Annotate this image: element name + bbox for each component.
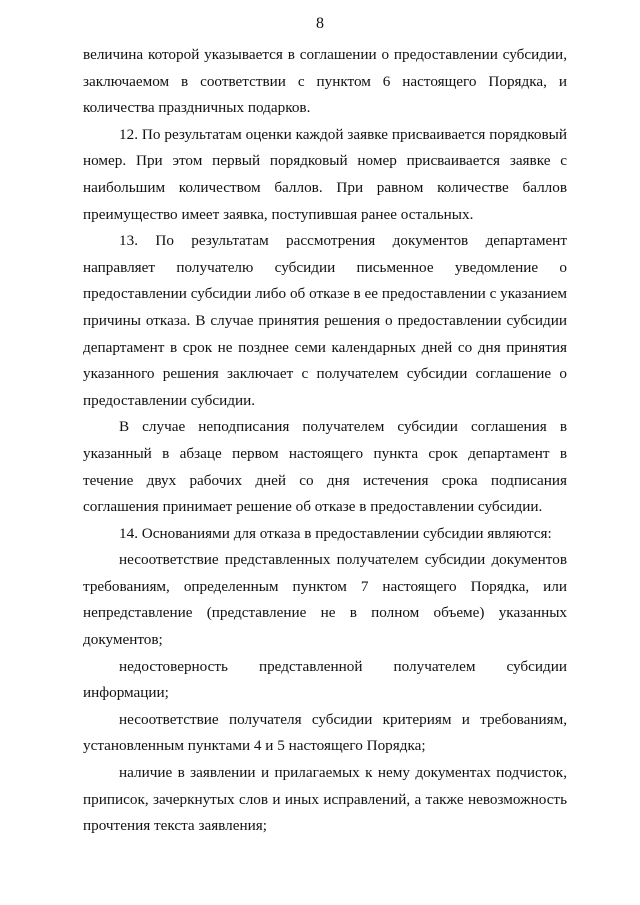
paragraph-continuation: величина которой указывается в соглашении о предоставлении субсидии, заключаемом в соответствии с пунктом 6 настоящего Порядка, и количества праздничных подарков. — [83, 46, 567, 117]
paragraph-reason-unreliable-info: недостоверность представленной получателем субсидии информации; — [83, 657, 567, 702]
document-body — [83, 42, 567, 840]
paragraph-item-12: 12. По результатам оценки каждой заявке присваивается порядковый номер. При этом первый порядковый номер присваивается заявке с наибольшим количеством баллов. При равном количестве баллов преимущество имеет заявка, поступившая ранее остальных. — [83, 125, 567, 223]
paragraph-reason-corrections: наличие в заявлении и прилагаемых к нему документах подчисток, приписок, зачеркнутых слов и иных исправлений, а также невозможность прочтения текста заявления; — [83, 764, 567, 835]
paragraph-item-13-refusal: В случае неподписания получателем субсидии соглашения в указанный в абзаце первом настоящего пункта срок департамент в течение двух рабочих дней со дня истечения срока подписания соглашения принимает решение об отказе в предоставлении субсидии. — [83, 418, 567, 516]
paragraph-item-14: 14. Основаниями для отказа в предоставлении субсидии являются: — [119, 524, 552, 542]
page-number: 8 — [316, 15, 324, 32]
paragraph-item-13: 13. По результатам рассмотрения документов департамент направляет получателю субсидии письменное уведомление о предоставлении субсидии либо об отказе в ее предоставлении с указанием причины отказа. В случае принятия решения о предоставлении субсидии департамент в срок не позднее семи календарных дней со дня принятия указанного решения заключает с получателем субсидии соглашение о предоставлении субсидии. — [83, 232, 567, 409]
paragraph-reason-criteria: несоответствие получателя субсидии критериям и требованиям, установленным пунктами 4 и 5 настоящего Порядка; — [83, 710, 567, 755]
paragraph-reason-documents: несоответствие представленных получателем субсидии документов требованиям, определенным пунктом 7 настоящего Порядка, или непредставление (представление не в полном объеме) указанных документов; — [83, 551, 567, 649]
